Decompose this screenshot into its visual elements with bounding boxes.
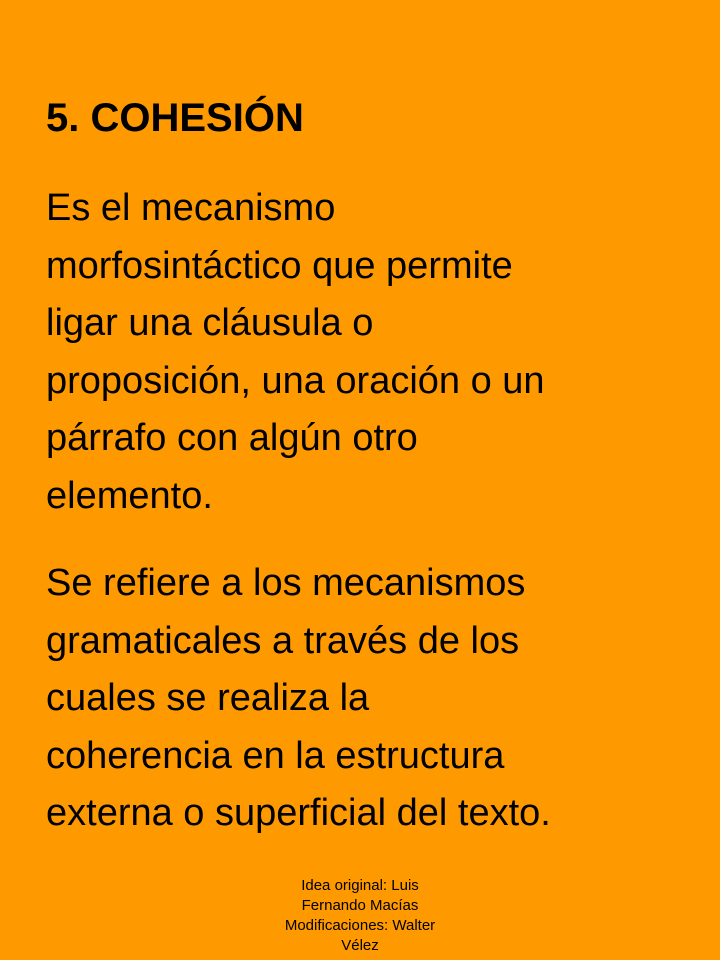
paragraph-line: proposición, una oración o un	[46, 359, 545, 402]
paragraph-line: ligar una cláusula o	[46, 302, 374, 344]
footer-credits	[245, 876, 475, 956]
footer-line: Fernando Macías	[301, 897, 419, 914]
paragraph-line: elemento.	[46, 474, 213, 517]
footer-line: Vélez	[341, 937, 379, 954]
explanation-paragraph	[46, 555, 706, 843]
paragraph-line: Se refiere a los mecanismos	[46, 562, 526, 604]
paragraph-line: morfosintáctico que permite	[46, 244, 513, 287]
paragraph-line: externa o superficial del texto.	[46, 792, 551, 834]
footer-line: Idea original: Luis	[301, 877, 419, 894]
paragraph-line: gramaticales a través de los	[46, 619, 520, 662]
definition-paragraph	[46, 180, 706, 525]
paragraph-line: cuales se realiza la	[46, 677, 370, 719]
paragraph-line: Es el mecanismo	[46, 187, 336, 229]
paragraph-line: párrafo con algún otro	[46, 417, 418, 459]
slide-title: 5. COHESIÓN	[46, 96, 304, 140]
footer-line: Modificaciones: Walter	[284, 917, 436, 934]
paragraph-line: coherencia en la estructura	[46, 734, 505, 777]
